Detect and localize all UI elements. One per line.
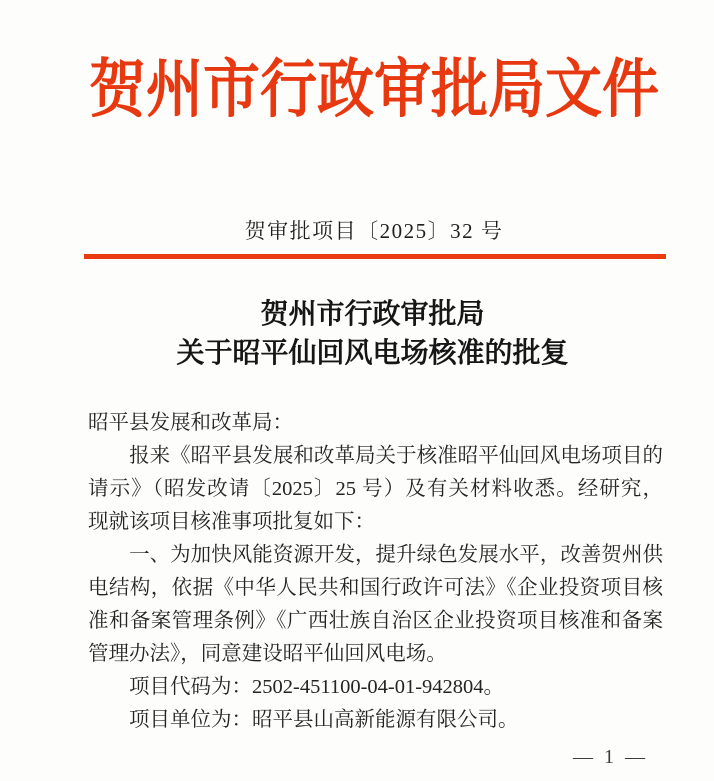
document-title: [70, 295, 675, 373]
body-line: 报来《昭平县发展和改革局关于核准昭平仙回风电场项目的: [88, 445, 663, 467]
body-line-salutation: 昭平县发展和改革局：: [88, 412, 293, 434]
body-line: 一、为加快风能资源开发，提升绿色发展水平，改善贺州供: [88, 544, 663, 566]
agency-letterhead-title: 贺州市行政审批局文件: [89, 54, 659, 126]
body-line: 准和备案管理条例》《广西壮族自治区企业投资项目核准和备案: [88, 610, 663, 632]
document-title-line1: 贺州市行政审批局: [260, 299, 485, 330]
red-divider-line: [84, 254, 666, 259]
document-number: 贺审批项目〔2025〕32 号: [244, 219, 504, 243]
body-line: 现就该项目核准事项批复如下：: [88, 511, 375, 533]
body-line-project-owner: 项目单位为：昭平县山高新能源有限公司。: [88, 709, 519, 731]
document-body: [88, 407, 663, 737]
body-line: 请示》（昭发改请〔2025〕25 号）及有关材料收悉。经研究，: [88, 478, 663, 500]
page-number: — 1 —: [573, 746, 648, 768]
body-line-project-code: 项目代码为：2502-451100-04-01-942804。: [88, 676, 505, 698]
document-title-line2: 关于昭平仙回风电场核准的批复: [176, 338, 569, 369]
body-line: 管理办法》，同意建设昭平仙回风电场。: [88, 643, 447, 665]
body-line: 电结构，依据《中华人民共和国行政许可法》《企业投资项目核: [88, 577, 663, 599]
